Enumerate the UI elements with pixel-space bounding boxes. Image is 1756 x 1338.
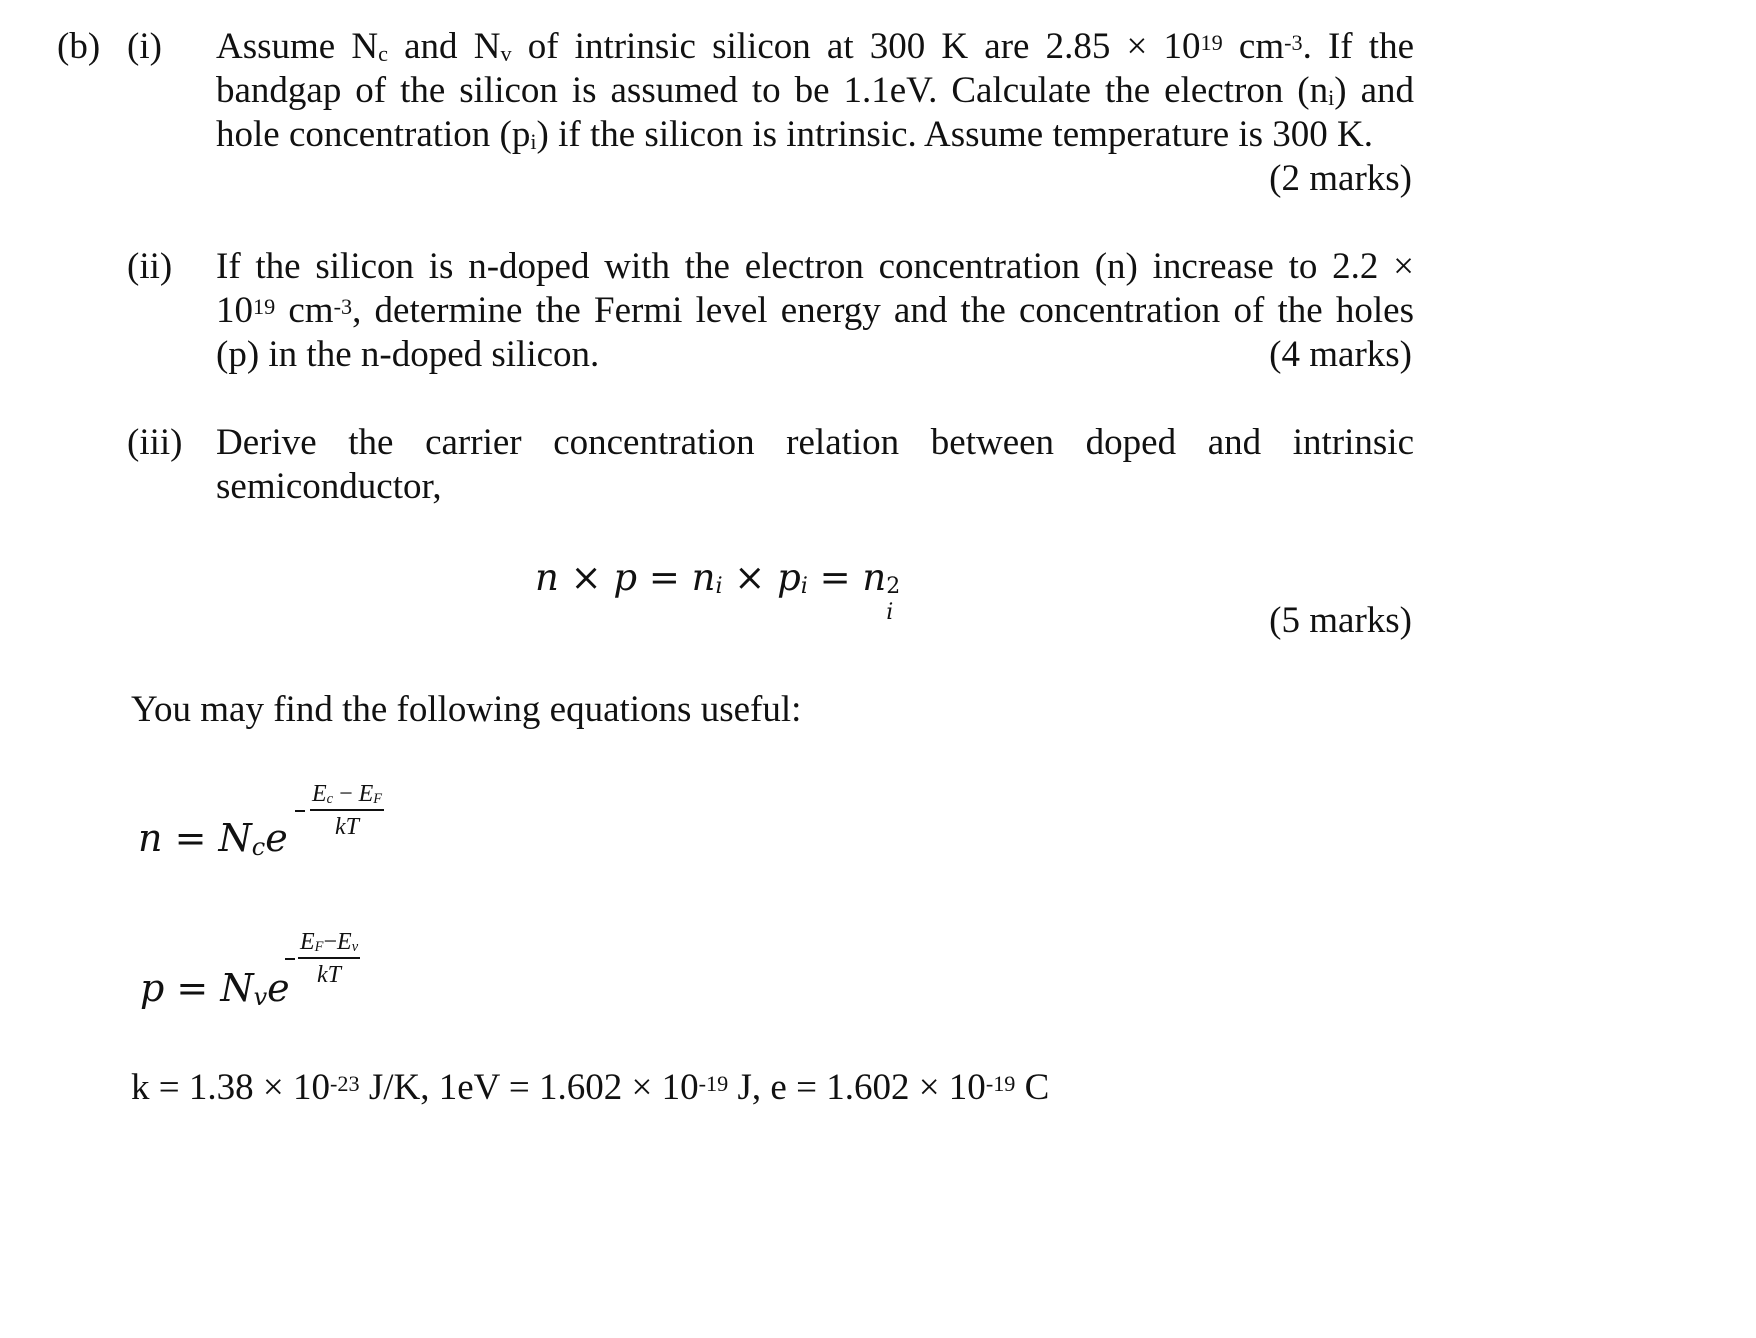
q2-line-2: $10^{19}$ $cm^{-3}$, determine the Fermi level energy and the concentration of the holes (216, 290, 1415, 331)
q1-line-2: bandgap of the silicon is assumed to be 1.1eV. Calculate the electron $(n_i)$ and (216, 70, 1414, 111)
question-label-iii: (iii) (127, 422, 183, 463)
q2-line-3: (p) in the n-doped silicon. (216, 334, 600, 375)
question-label-i: (i) (127, 26, 162, 67)
equation-n: $n = N_ce$ (138, 816, 288, 861)
constants-line: $k = 1.38 \times 10^{-23}$ J/K, $1eV = 1.602 \times 10^{-19}$ J, $e = 1.602 \times 10^{-19}$ C (131, 1067, 1050, 1108)
q1-line-3: hole concentration $(p_i)$ if the silicon is intrinsic. Assume temperature is 300 K. (216, 114, 1374, 155)
q3-marks: (5 marks) (1269, 600, 1412, 641)
q1-marks: (2 marks) (1269, 158, 1412, 199)
q3-line-2: semiconductor, (216, 466, 442, 507)
part-label: (b) (57, 26, 101, 67)
q2-line-1: If the silicon is n-doped with the electron concentration (n) increase to 2.2 × (216, 246, 1414, 287)
question-label-ii: (ii) (127, 246, 173, 287)
q2-marks: (4 marks) (1269, 334, 1412, 375)
exponent-fraction-n: $\frac{E_c - E_F}{kT}$ (312, 781, 383, 840)
equations-intro: You may find the following equations useful: (131, 689, 802, 730)
exponent-minus-p (285, 958, 295, 960)
exponent-minus-n (295, 810, 305, 812)
q3-line-1: Derive the carrier concentration relation between doped and intrinsic (216, 422, 1414, 463)
equation-p: $p = N_ve$ (140, 966, 290, 1011)
q1-line-1: Assume $N_c$ and $N_v$ of intrinsic silicon at 300 K are $2.85 \times 10^{19}$ $cm^{-3}$. If the (216, 26, 1414, 67)
carrier-relation-formula: $n \times p = n_i \times p_i = n$ 2 i (535, 556, 901, 625)
exponent-fraction-p: $\frac{E_F-E_v}{kT}$ (300, 929, 359, 988)
